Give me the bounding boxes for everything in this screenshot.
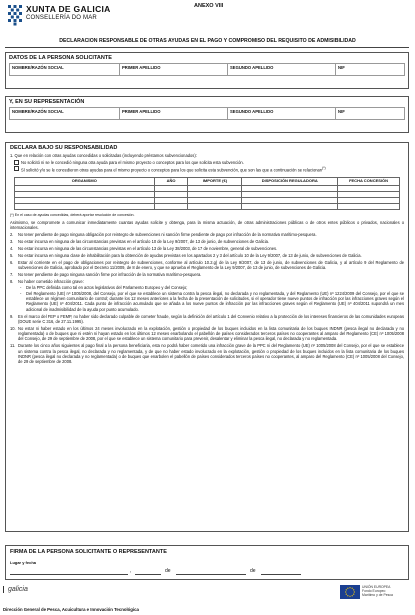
- subitem-text: De la PPC definida como tal en actos legislativos del Parlamento Europeo y del Consejo;: [26, 284, 188, 290]
- item-number: 4.: [10, 245, 14, 251]
- applicant-second-surname-field[interactable]: SEGUNDO APELLIDO: [227, 63, 335, 76]
- declaration-item: [10, 326, 404, 342]
- declaration-section-title: DECLARA BAJO SU RESPONSABILIDAD: [10, 145, 118, 151]
- xunta-cross-icon: [7, 4, 23, 26]
- item-text: Durante los cinco años siguientes al pago final a la persona beneficiaria, esta no podrá haber cometido una infracción grave de la PPC ni del Reglamento (UE) nº 1005/2008 del Consejo, por el que se establece un sistema contra la pesca ilegal, no declarada y no reglamentada, y de que no haber estado involucrado en la explotación, gestión o propiedad de los buques incluidos en la lista comunitaria de los buques INDNR (pesca ilegal no declarada y no reglamentada) o de buques que enarbolen el pabellón de países considerados terceros países no cooperantes, al amparo del Reglamento (CE) nº 1005/2008 del Consejo, de 29 de septiembre de 2008.: [18, 343, 404, 365]
- annex-label: ANEXO VIII: [194, 3, 224, 9]
- signature-section: [5, 545, 409, 580]
- eu-star-icon: [347, 595, 348, 596]
- item-number: 9.: [10, 313, 14, 319]
- item-number: 6.: [10, 259, 14, 265]
- declaration-item: [10, 343, 404, 364]
- eu-star-icon: [347, 588, 348, 589]
- item-number: 3.: [10, 238, 14, 244]
- item-text: Estar al corriente en el pago de obligaciones por reintegro de subvenciones, conforme al artículo 10.2.g) de la Ley 9/2007, de 13 de junio, de subvenciones de Galicia, y al artículo 9 del Reglamento de subvenciones de Galicia, aprobado por el Decreto 11/2009, de 8 de enero, y que se aprueba el Reglamento de la Ley 9/2007, de 13 de junio, de subvenciones de Galicia.: [18, 259, 404, 270]
- date-de-1: de: [165, 568, 171, 574]
- year-input[interactable]: [261, 574, 301, 575]
- item-number: 2.: [10, 232, 14, 238]
- item-text: No estar incursa en ninguna clase de inhabilitación para la obtención de ayudas previstas en los apartados 2 y 3 del artículo 10 de la Ley 9/2007, de 13 de junio, de subvenciones de Galicia.: [18, 252, 362, 258]
- option-no-other-aid-label: No solicitó ni se le concedió ninguna otra ayuda para el mismo proyecto o conceptos para los que solicita esta subvención.: [21, 159, 244, 165]
- eu-star-icon: [352, 595, 353, 596]
- eu-star-icon: [349, 587, 350, 588]
- declaration-subitem: [10, 291, 404, 312]
- item-number: 10.: [10, 325, 16, 331]
- declaration-section: [5, 142, 409, 532]
- eu-star-icon: [345, 591, 346, 592]
- eu-star-icon: [349, 596, 350, 597]
- eu-star-icon: [352, 588, 353, 589]
- document-title: DECLARACION RESPONSABLE DE OTRAS AYUDAS EN EL PAGO Y COMPROMISO DEL REQUISITO DE ADMISIBILIDAD: [59, 38, 356, 44]
- item-text: No tener pendiente de pago ninguna obligación por reintegro de subvenciones ni sanción firme pendiente de pago por infracción de la normativa marítimo-pesquera.: [18, 232, 317, 238]
- signature-section-title: FIRMA DE LA PERSONA SOLICITANTE O REPRESENTANTE: [10, 549, 167, 555]
- eu-star-icon: [346, 589, 347, 590]
- applicant-name-field[interactable]: NOMBRE/RAZÓN SOCIAL: [9, 63, 119, 76]
- declaration-item: [10, 253, 404, 258]
- applicant-nif-field[interactable]: NIF: [335, 63, 405, 76]
- date-comma: ,: [130, 568, 132, 574]
- representative-name-field[interactable]: NOMBRE/RAZÓN SOCIAL: [9, 107, 119, 120]
- representative-section: [5, 96, 409, 133]
- checkbox[interactable]: [14, 166, 19, 171]
- option-other-aid[interactable]: [10, 166, 404, 173]
- declaration-item: [10, 279, 404, 284]
- option-no-other-aid[interactable]: [10, 160, 404, 165]
- footnote-marker: (*): [322, 165, 326, 170]
- galicia-logo-mark: [3, 586, 7, 593]
- eu-line-2: Fondo Europeo: [362, 589, 386, 593]
- item-number: 5.: [10, 252, 14, 258]
- representative-nif-field[interactable]: NIF: [335, 107, 405, 120]
- date-line: [10, 569, 404, 577]
- page-footer: [0, 583, 415, 615]
- table-row[interactable]: [15, 203, 400, 209]
- declaration-item: [10, 314, 404, 325]
- item-text: En el marco del FEP o FEMP, no haber sido declarado culpable de cometer fraude, según la definición del artículo 1 del Convenio relativo a la protección de los intereses financieros de las comunidades europeas (DOUE serie C 316, de 27.11.1995).: [18, 313, 404, 324]
- item-number: 7.: [10, 271, 14, 277]
- declaration-item: [10, 232, 404, 237]
- day-input[interactable]: [135, 574, 161, 575]
- item-text: No haber cometido infracción grave:: [18, 278, 84, 284]
- org-name: XUNTA DE GALICIA: [26, 4, 111, 14]
- commitment-paragraph: Asimismo, se compromete a comunicar inmediatamente cuantas ayudas solicite y obtenga, para la misma actuación, de otras administraciones públicas o de otros entes públicos o privados, nacionales o internacionales.: [10, 219, 404, 231]
- declaration-item: [10, 260, 404, 271]
- department-name: CONSELLERÍA DO MAR: [26, 15, 97, 21]
- eu-star-icon: [353, 589, 354, 590]
- item-text: No tener pendiente de pago ninguna sanción firme por infracción de la normativa marítimo-pesquera.: [18, 271, 202, 277]
- item-number: 11.: [10, 343, 16, 349]
- item-text: No estar incursa en ninguna de las circunstancias previstas en el artículo 13 de la Ley 38/2003, de 17 de noviembre, general de subvenciones.: [18, 245, 278, 251]
- checkbox[interactable]: [14, 160, 19, 165]
- representative-second-surname-field[interactable]: SEGUNDO APELLIDO: [227, 107, 335, 120]
- column-header: ORGANISMO: [15, 177, 155, 185]
- column-header: DISPOSICIÓN REGULADORA: [242, 177, 338, 185]
- bullet-dash: -: [20, 290, 22, 296]
- eu-star-icon: [354, 591, 355, 592]
- place-input[interactable]: [10, 574, 128, 575]
- representative-first-surname-field[interactable]: PRIMER APELLIDO: [119, 107, 227, 120]
- applicant-first-surname-field[interactable]: PRIMER APELLIDO: [119, 63, 227, 76]
- column-header: AÑO: [154, 177, 188, 185]
- declaration-item: [10, 246, 404, 251]
- item-text: No estar ni haber estado en los últimos 24 meses involucrado en la explotación, gestión o propiedad de los buques incluidos en la lista comunitaria de los buques INDNR (pesca ilegal no declarada y no reglamentada) o de buques que ni estén ni hayan estado en los últimos 12 meses enarbolando el pabellón de países considerados terceros países no cooperantes al amparo del Reglamento (CE) nº 1005/2008 del Consejo, de 29 de septiembre de 2008, por el que se establece un sistema comunitario para prevenir, desalentar y eliminar la pesca ilegal, no declarada y no reglamentada.: [18, 325, 404, 342]
- xunta-logo: [7, 4, 111, 26]
- item-number: 8.: [10, 278, 14, 284]
- bullet-dash: -: [20, 284, 22, 290]
- declaration-item: [10, 239, 404, 244]
- applicant-section: [5, 52, 409, 89]
- applicant-section-title: DATOS DE LA PERSONA SOLICITANTE: [9, 55, 112, 61]
- galicia-logo-text: galicia: [8, 586, 28, 593]
- declaration-item: [10, 272, 404, 277]
- option-other-aid-label: Sí solicitó y/o se le concedieron otras ayudas para el mismo proyecto o conceptos para los que solicita esta subvención, que son las que a continuación se relacionan: [21, 167, 323, 173]
- direction-name: Dirección General de Pesca, Acuicultura e Innovación Tecnológica: [3, 607, 139, 612]
- date-de-2: de: [250, 568, 256, 574]
- column-header: FECHA CONCESIÓN: [338, 177, 400, 185]
- eu-star-icon: [346, 594, 347, 595]
- table-header-row: [15, 177, 400, 185]
- eu-line-1: UNIÓN EUROPEA: [362, 585, 391, 589]
- eu-line-3: Marítimo y de Pesca: [362, 593, 393, 597]
- eu-logo: [340, 585, 393, 599]
- question-1: 1. Que en relación con otras ayudas concedidas o solicitadas (incluyendo préstamos subvencionados):: [10, 153, 197, 159]
- place-date-label: Lugar y fecha: [10, 560, 37, 565]
- representative-section-title: Y, EN SU REPRESENTACIÓN: [9, 99, 85, 105]
- column-header: IMPORTE (€): [188, 177, 242, 185]
- month-input[interactable]: [176, 574, 246, 575]
- declaration-subitem: [10, 285, 404, 290]
- title-divider: [5, 47, 409, 48]
- item-text: No estar incursa en ninguna de las circunstancias previstas en el artículo 10 de la Ley 9/2007, de 13 de junio, de subvenciones de Galicia.: [18, 238, 270, 244]
- eu-flag-icon: [340, 585, 360, 599]
- eu-star-icon: [353, 594, 354, 595]
- subitem-text: Del Reglamento (UE) nº 1005/2008, del Consejo, por el que se establece un sistema contra la pesca ilegal, no declarada y no reglamentada, y del Reglamento (UE) nº 1224/2009 del Consejo, por el que se establece un régimen comunitario de control; durante los 12 meses anteriores a la fecha de la presentación de solicitudes, si el operador tiene nueve puntos de infracción por las infracciones graves según el Reglamento (UE) nº 404/2011. Cada punto de infracción acumulado que se añada a los nueve puntos de infracción por las infracciones graves según el Reglamento (UE) nº 404/2011 supondrá un mes adicional de inadmisibilidad de la ayuda por punto acumulado.: [26, 290, 404, 312]
- other-aid-table: [14, 177, 400, 210]
- footnote: (*) En el caso de ayudas concedidas, deberá aportar resolución de concesión.: [10, 212, 135, 217]
